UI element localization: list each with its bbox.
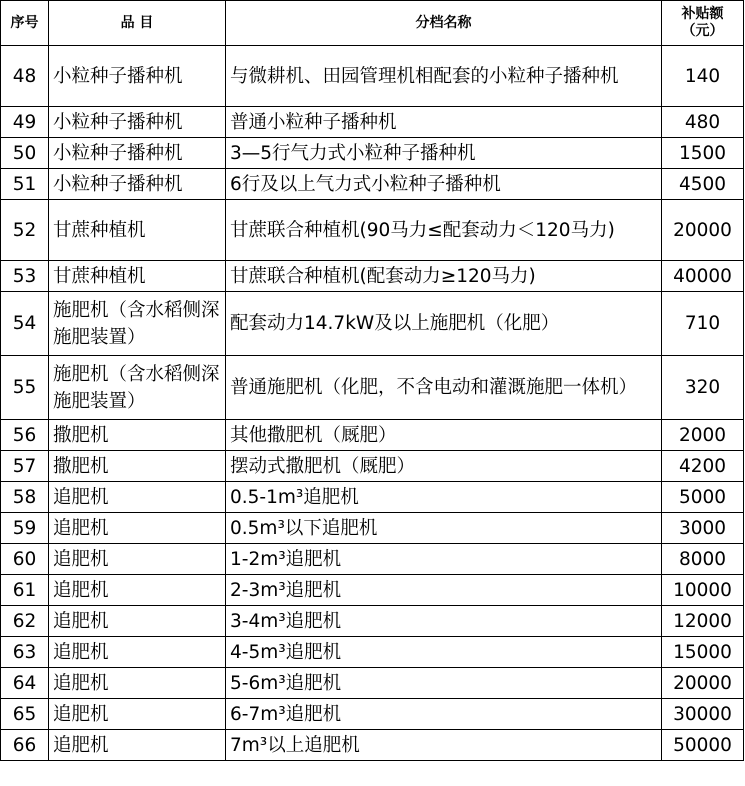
row-spec: 甘蔗联合种植机(90马力≤配套动力＜120马力) xyxy=(226,200,662,261)
row-item: 追肥机 xyxy=(49,575,226,606)
table-row xyxy=(1,138,744,169)
header-index: 序号 xyxy=(1,1,49,46)
row-index: 65 xyxy=(1,699,49,730)
row-index: 58 xyxy=(1,482,49,513)
row-spec: 与微耕机、田园管理机相配套的小粒种子播种机 xyxy=(226,46,662,107)
table-row xyxy=(1,200,744,261)
row-amount: 8000 xyxy=(662,544,744,575)
row-item: 施肥机（含水稻侧深施肥装置） xyxy=(49,356,226,420)
row-index: 48 xyxy=(1,46,49,107)
row-amount: 1500 xyxy=(662,138,744,169)
row-item: 撒肥机 xyxy=(49,451,226,482)
table-row xyxy=(1,107,744,138)
row-spec: 1-2m³追肥机 xyxy=(226,544,662,575)
row-spec: 6-7m³追肥机 xyxy=(226,699,662,730)
row-spec: 3—5行气力式小粒种子播种机 xyxy=(226,138,662,169)
table-row xyxy=(1,668,744,699)
table-row xyxy=(1,544,744,575)
header-amount-line1: 补贴额 xyxy=(681,6,724,22)
row-item: 小粒种子播种机 xyxy=(49,107,226,138)
row-amount: 15000 xyxy=(662,637,744,668)
table-row xyxy=(1,420,744,451)
table-row xyxy=(1,292,744,356)
row-amount: 30000 xyxy=(662,699,744,730)
row-amount: 4500 xyxy=(662,169,744,200)
row-index: 53 xyxy=(1,261,49,292)
row-amount: 20000 xyxy=(662,200,744,261)
row-amount: 50000 xyxy=(662,730,744,761)
row-spec: 5-6m³追肥机 xyxy=(226,668,662,699)
row-index: 60 xyxy=(1,544,49,575)
row-item: 追肥机 xyxy=(49,544,226,575)
row-amount: 4200 xyxy=(662,451,744,482)
row-spec: 0.5m³以下追肥机 xyxy=(226,513,662,544)
table-row xyxy=(1,261,744,292)
row-amount: 3000 xyxy=(662,513,744,544)
row-amount: 12000 xyxy=(662,606,744,637)
row-item: 甘蔗种植机 xyxy=(49,261,226,292)
table-row xyxy=(1,513,744,544)
row-item: 施肥机（含水稻侧深施肥装置） xyxy=(49,292,226,356)
table-row xyxy=(1,575,744,606)
row-spec: 4-5m³追肥机 xyxy=(226,637,662,668)
row-item: 撒肥机 xyxy=(49,420,226,451)
row-spec: 6行及以上气力式小粒种子播种机 xyxy=(226,169,662,200)
header-spec: 分档名称 xyxy=(226,1,662,46)
row-index: 56 xyxy=(1,420,49,451)
row-index: 64 xyxy=(1,668,49,699)
row-spec: 0.5-1m³追肥机 xyxy=(226,482,662,513)
row-amount: 140 xyxy=(662,46,744,107)
row-amount: 710 xyxy=(662,292,744,356)
row-item: 甘蔗种植机 xyxy=(49,200,226,261)
row-spec: 甘蔗联合种植机(配套动力≥120马力) xyxy=(226,261,662,292)
row-spec: 3-4m³追肥机 xyxy=(226,606,662,637)
table-row xyxy=(1,482,744,513)
header-amount-line2: （元） xyxy=(681,23,724,39)
row-amount: 480 xyxy=(662,107,744,138)
row-amount: 20000 xyxy=(662,668,744,699)
row-index: 62 xyxy=(1,606,49,637)
row-item: 追肥机 xyxy=(49,513,226,544)
row-index: 54 xyxy=(1,292,49,356)
row-item: 追肥机 xyxy=(49,606,226,637)
row-index: 63 xyxy=(1,637,49,668)
table-row xyxy=(1,730,744,761)
row-amount: 2000 xyxy=(662,420,744,451)
row-index: 49 xyxy=(1,107,49,138)
row-index: 55 xyxy=(1,356,49,420)
row-item: 追肥机 xyxy=(49,668,226,699)
row-index: 51 xyxy=(1,169,49,200)
row-spec: 7m³以上追肥机 xyxy=(226,730,662,761)
row-item: 追肥机 xyxy=(49,482,226,513)
row-amount: 320 xyxy=(662,356,744,420)
row-amount: 5000 xyxy=(662,482,744,513)
row-item: 追肥机 xyxy=(49,699,226,730)
row-spec: 摆动式撒肥机（厩肥） xyxy=(226,451,662,482)
row-index: 50 xyxy=(1,138,49,169)
row-item: 追肥机 xyxy=(49,637,226,668)
header-amount xyxy=(662,1,744,46)
row-spec: 普通施肥机（化肥，不含电动和灌溉施肥一体机） xyxy=(226,356,662,420)
table-row xyxy=(1,46,744,107)
row-index: 66 xyxy=(1,730,49,761)
table-row xyxy=(1,699,744,730)
row-spec: 配套动力14.7kW及以上施肥机（化肥） xyxy=(226,292,662,356)
table-row xyxy=(1,356,744,420)
row-item: 小粒种子播种机 xyxy=(49,169,226,200)
header-row xyxy=(1,1,744,46)
table-row xyxy=(1,606,744,637)
table-row xyxy=(1,169,744,200)
row-item: 小粒种子播种机 xyxy=(49,138,226,169)
row-spec: 2-3m³追肥机 xyxy=(226,575,662,606)
row-spec: 其他撒肥机（厩肥） xyxy=(226,420,662,451)
table-row xyxy=(1,451,744,482)
row-spec: 普通小粒种子播种机 xyxy=(226,107,662,138)
row-index: 52 xyxy=(1,200,49,261)
row-index: 61 xyxy=(1,575,49,606)
row-index: 57 xyxy=(1,451,49,482)
row-item: 小粒种子播种机 xyxy=(49,46,226,107)
row-amount: 40000 xyxy=(662,261,744,292)
row-amount: 10000 xyxy=(662,575,744,606)
header-item: 品 目 xyxy=(49,1,226,46)
row-index: 59 xyxy=(1,513,49,544)
row-item: 追肥机 xyxy=(49,730,226,761)
table-row xyxy=(1,637,744,668)
